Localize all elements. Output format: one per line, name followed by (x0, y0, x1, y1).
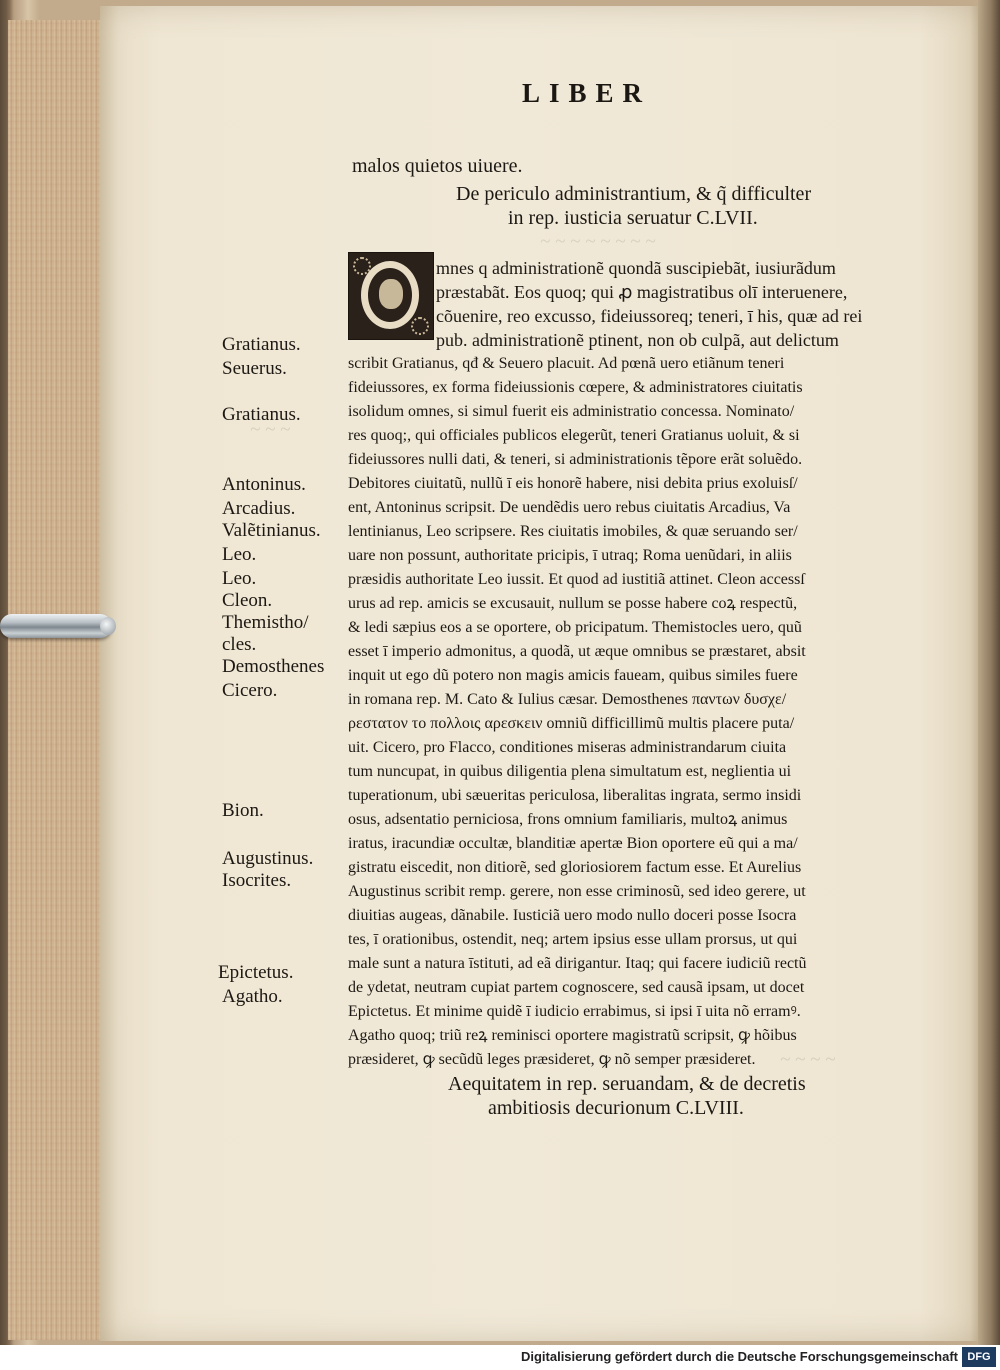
ornament-icon (411, 317, 429, 335)
body-line: fideiussores nulli dati, & teneri, si administrationis tẽpore erãt soluẽdo. (348, 451, 803, 468)
body-line: Epictetus. Et minime quidẽ ī iudicio errabimus, si ipsi ī uita nõ erramꝰ. (348, 1003, 801, 1020)
margin-note: Gratianus. (222, 334, 301, 355)
body-line: mnes q administrationẽ quondã suscipiebãt, iusiurãdum (436, 258, 836, 278)
body-line: & ledi sæpius eos a se oportere, ob pricipatum. Themistocles uero, quũ (348, 619, 802, 636)
margin-note: Cicero. (222, 680, 278, 701)
margin-note: Demosthenes (222, 656, 325, 677)
chapter-heading-line: ambitiosis decurionum C.LVIII. (488, 1097, 744, 1119)
body-line: male sunt a natura īstituti, ad eã dirigantur. Itaq; qui facere iudiciũ rectũ (348, 955, 807, 972)
show-through-text: ~ ~ ~ ~ ~ ~ ~ ~ (540, 231, 656, 252)
margin-note: Cleon. (222, 590, 273, 611)
dfg-logo: DFG (962, 1347, 996, 1367)
opening-line: malos quietos uiuere. (352, 155, 523, 177)
show-through-text: ~ ~ ~ ~ (780, 1049, 836, 1070)
body-line: Augustinus scribit remp. gerere, non esse criminosũ, sed ideo gerere, ut (348, 883, 806, 900)
margin-note: Valẽtinianus. (222, 520, 321, 541)
body-line: de ydetat, neutram cupiat partem cognoscere, sed causã ipsam, ut docet (348, 979, 805, 996)
running-head: LIBER (522, 78, 652, 108)
body-line: urus ad rep. amicis se excusauit, nullum se posse habere coꝝ respectũ, (348, 595, 798, 612)
margin-note: Bion. (222, 800, 264, 821)
body-line: scribit Gratianus, qđ & Seuero placuit. Ad pœnã uero etiãnum teneri (348, 355, 785, 372)
page-clip (0, 614, 112, 638)
body-line: præsideret, ꝙ secũdũ leges præsideret, ꝙ nõ semper præsideret. (348, 1051, 756, 1068)
chapter-heading-line: Aequitatem in rep. seruandam, & de decretis (448, 1073, 806, 1095)
funding-credit: Digitalisierung gefördert durch die Deutsche Forschungsgemeinschaft (520, 1349, 958, 1364)
portrait-icon (379, 279, 403, 309)
body-line: iratus, iracundiæ occultæ, blanditiæ apertæ Bion oportere eũ qui a ma/ (348, 835, 798, 852)
margin-note: Leo. (222, 568, 257, 589)
body-line: esset ī imperio admonitus, a quodã, ut æque omnibus se præstaret, absit (348, 643, 806, 660)
margin-note: Seuerus. (222, 358, 287, 379)
body-line: ent, Antoninus scripsit. De uendẽdis uero rebus ciuitatis Arcadius, Va (348, 499, 791, 516)
decorated-initial-o (348, 252, 434, 340)
margin-note: Agatho. (222, 986, 283, 1007)
margin-note: Epictetus. (218, 962, 294, 983)
show-through-text: ~ ~ ~ (250, 419, 291, 440)
body-line: præsidis authoritate Leo iussit. Et quod ad iustitiã attinet. Cleon accessſ (348, 571, 805, 588)
body-line: tum nuncupat, in quibus diligentia plena simultatum est, neglientia ui (348, 763, 792, 780)
chapter-heading-line: in rep. iusticia seruatur C.LVII. (508, 207, 758, 229)
margin-note: Themistho/ (222, 612, 309, 633)
body-line: pub. administrationẽ ptinent, non ob culpã, aut delictum (436, 330, 839, 350)
margin-note: Isocrites. (222, 870, 292, 891)
margin-note: Leo. (222, 544, 257, 565)
body-line: uit. Cicero, pro Flacco, conditiones miseras administrandarum ciuita (348, 739, 787, 756)
body-line: osus, adsentatio perniciosa, frons omnium familiaris, multoꝝ animus (348, 811, 788, 828)
body-line: cõuenire, reo excusso, fideiussoreq; teneri, ī his, quæ ad rei (436, 306, 863, 326)
body-line: præstabãt. Eos quoq; qui ꝓ magistratibus olī interuenere, (436, 282, 848, 302)
book-right-rim (978, 0, 1000, 1345)
body-line: Agatho quoq; triũ reꝝ reminisci oportere magistratũ scripsit, ꝙ hõibus (348, 1027, 797, 1044)
body-line: res quoq;, qui officiales publicos elegerũt, teneri Gratianus uoluit, & si (348, 427, 800, 444)
page-edges (8, 20, 103, 1340)
body-line: ρεστατον το πολλοις αρεσκειν omniũ difficillimũ multis placere puta/ (348, 715, 795, 732)
body-line: lentinianus, Leo scripsere. Res ciuitatis imobiles, & quæ seruando ser/ (348, 523, 798, 540)
body-line: Debitores ciuitatũ, nullũ ī eis honorẽ habere, nisi debita prius exoluisſ/ (348, 475, 798, 492)
margin-note: Augustinus. (222, 848, 314, 869)
margin-note: Arcadius. (222, 498, 296, 519)
body-line: diuitias augeas, dãnabile. Iusticiã uero modo nullo doceri posse Isocra (348, 907, 797, 924)
digitization-footer (0, 1345, 1000, 1370)
body-line: tes, ī orationibus, ostendit, neq; artem ipsius esse ullam prorsus, ut qui (348, 931, 798, 948)
body-line: in romana rep. M. Cato & Iulius cæsar. Demosthenes παντων δυσχε/ (348, 691, 787, 708)
body-line: inquit ut ego dũ potero non magis amicis faueam, quibus similes fuere (348, 667, 798, 684)
chapter-heading-line: De periculo administrantium, & q̃ difficulter (456, 183, 812, 205)
body-line: gistratu eiscedit, non ditiorẽ, sed gloriosiorem factum esse. Et Aurelius (348, 859, 802, 876)
margin-note: cles. (222, 634, 257, 655)
margin-note: Gratianus. (222, 404, 301, 425)
body-line: tuperationum, ubi sæueritas periculosa, liberalitas ingrata, sermo insidi (348, 787, 802, 804)
body-line: fideiussores, ex forma fideiussionis cœpere, & administratores ciuitatis (348, 379, 803, 396)
body-line: isolidum omnes, si simul fuerit eis administratio concessa. Nominato/ (348, 403, 795, 420)
body-line: uare non possunt, authoritate pricipis, ī utraq; Roma uenũdari, in aliis (348, 547, 792, 564)
margin-note: Antoninus. (222, 474, 306, 495)
